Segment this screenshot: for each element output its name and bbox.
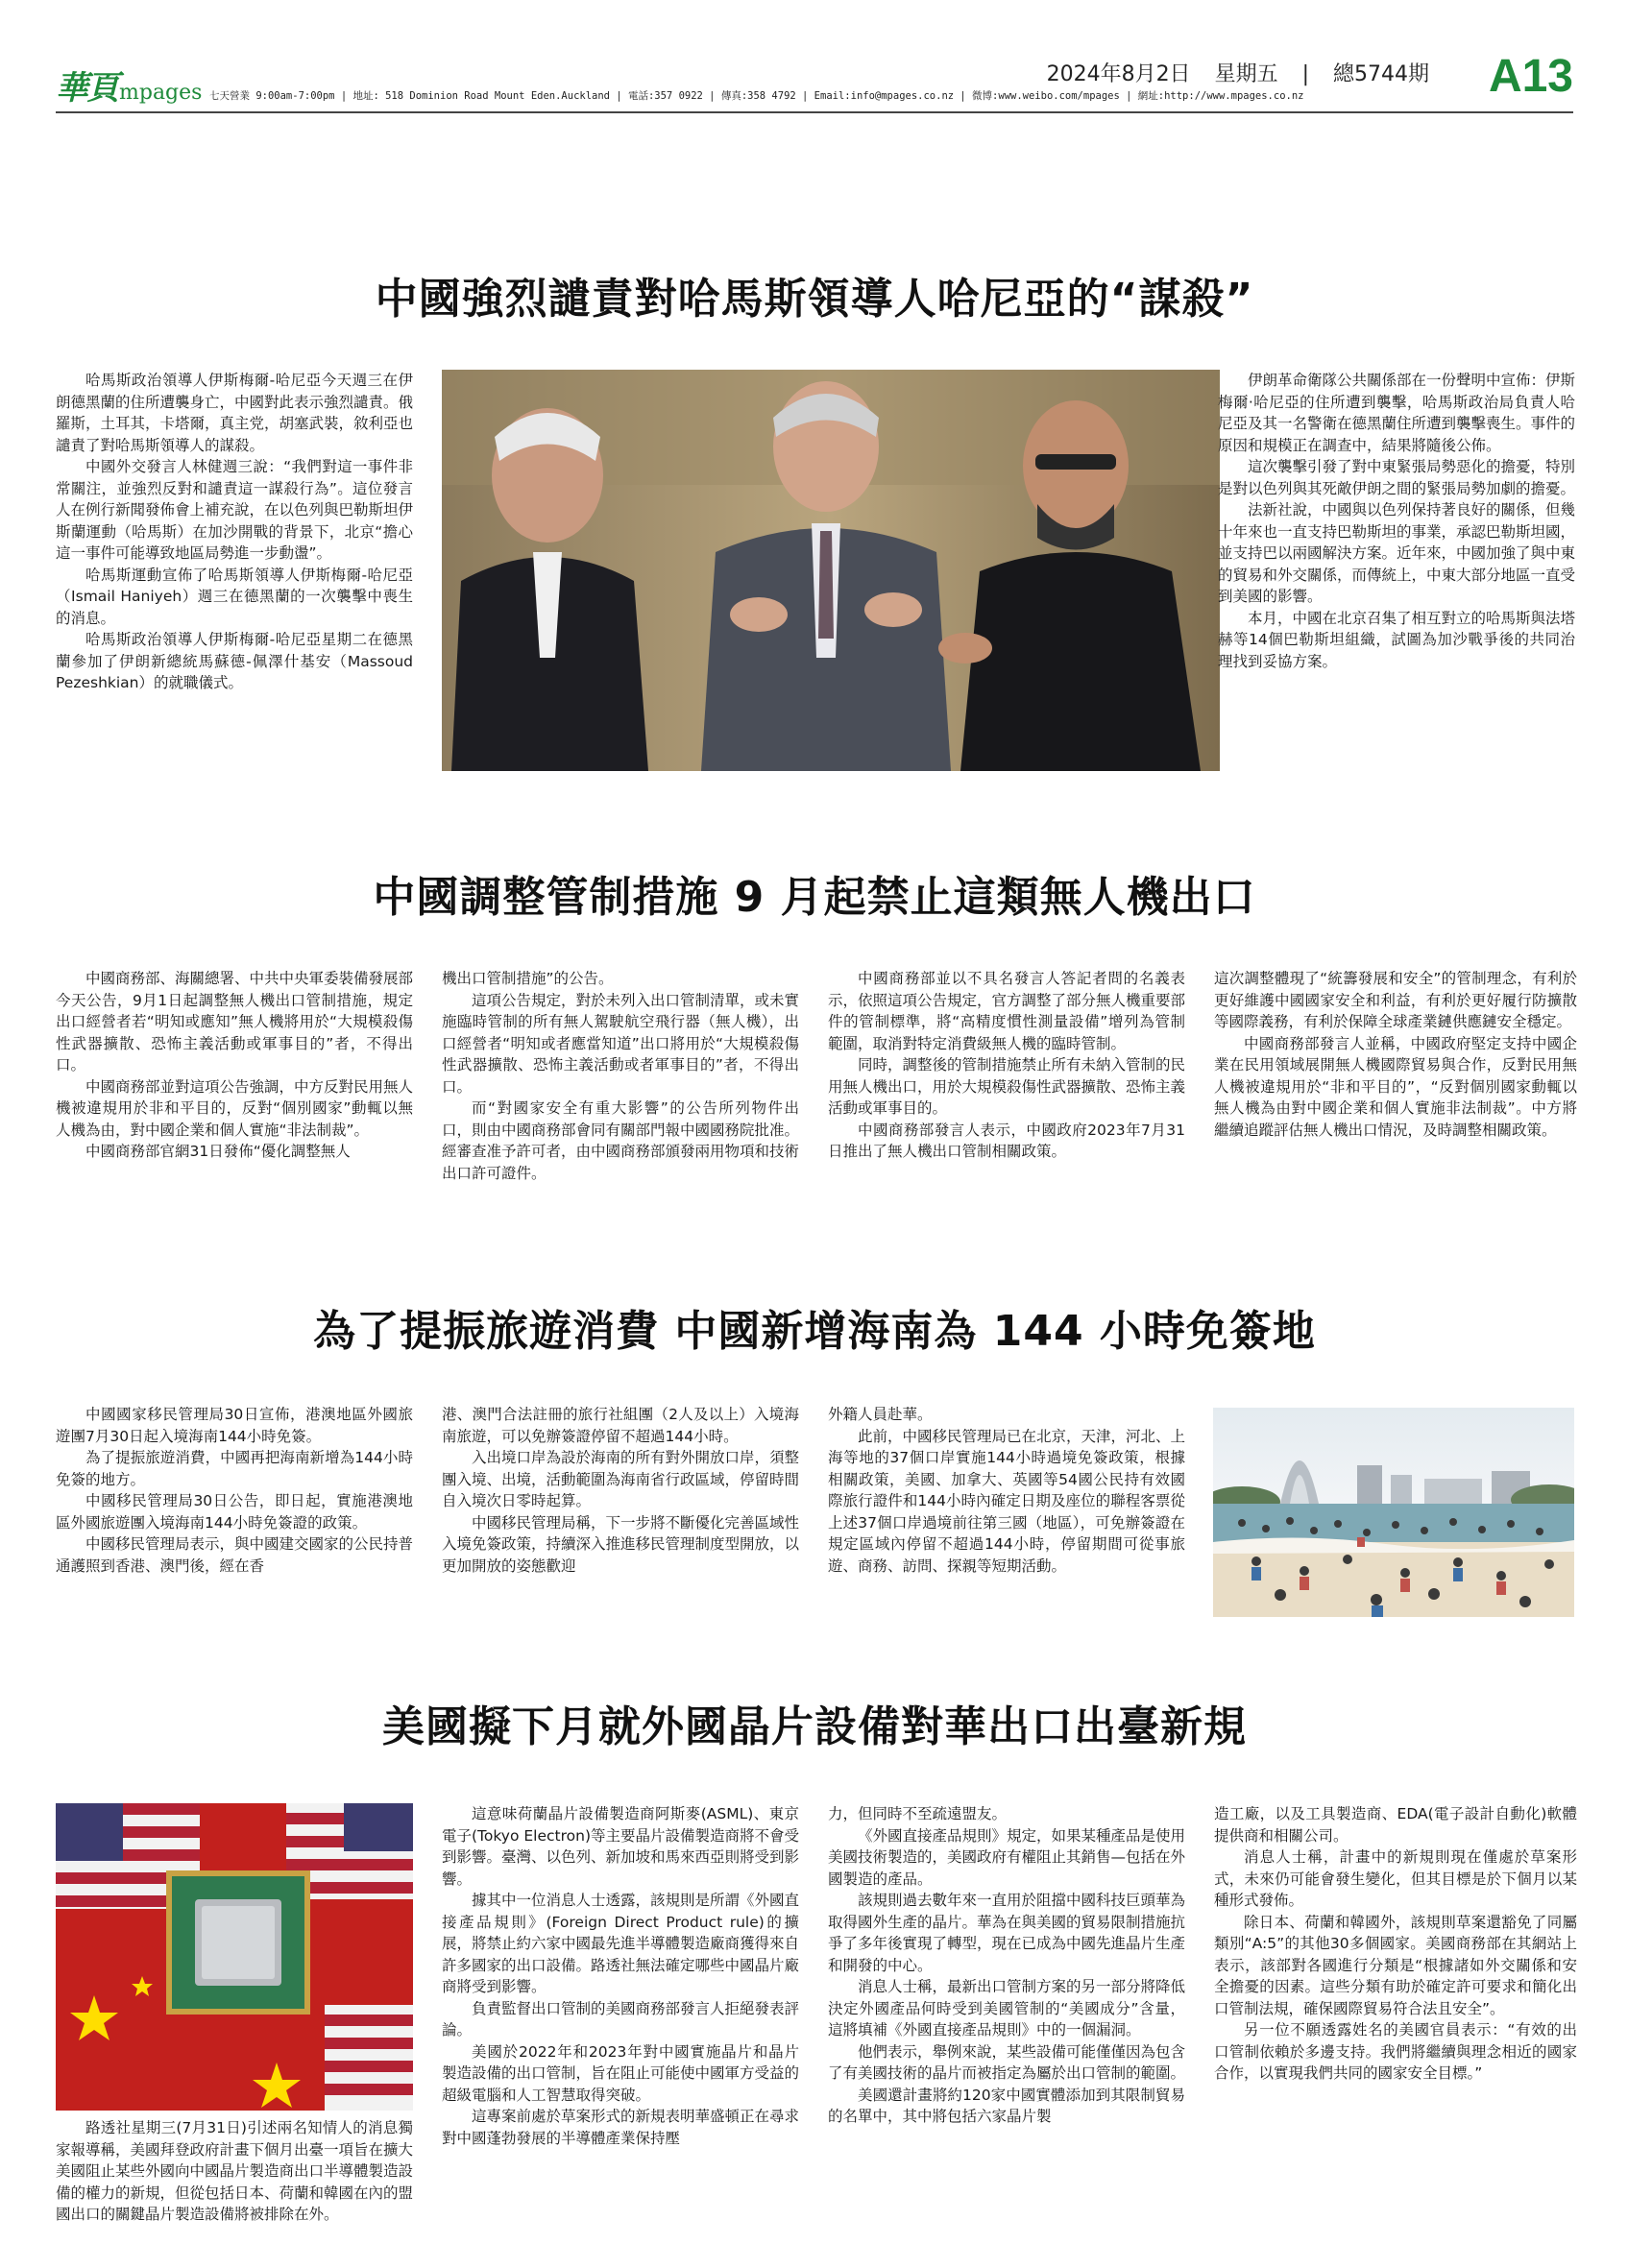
paragraph: 負責監督出口管制的美國商務部發言人拒絕發表評論。 [442,1999,800,2039]
paragraph: 這次調整體現了“統籌發展和安全”的管制理念，有利於更好維護中國國家安全和利益，有利於更好履行防擴散等國際義務，有利於保障全球產業鏈供應鏈安全穩定。 [1214,970,1577,1030]
paragraph: 中國商務部並以不具名發言人答記者問的名義表示，依照這項公告規定，官方調整了部分無人機重要部件的管制標準，將“高精度慣性測量設備”增列為管制範圍，取消對特定消費級無人機的臨時管制。 [828,970,1186,1052]
article-hamas-left-column [56,370,413,694]
paragraph: 據其中一位消息人士透露，該規則是所謂《外國直接產品規則》(Foreign Direct Product rule)的擴展，將禁止約六家中國最先進半導體製造廠商獲得來自許多國家的出口設備。路透社無法確定哪些中國晶片廠商將受到影響。 [442,1892,800,1995]
paragraph: 中國移民管理局30日公告，即日起，實施港澳地區外國旅遊團入境海南144小時免簽證的政策。 [56,1492,413,1532]
paragraph: 造工廠，以及工具製造商、EDA(電子設計自動化)軟體提供商和相關公司。 [1214,1805,1577,1845]
paragraph: 中國商務部官網31日發佈“優化調整無人 [85,1143,351,1160]
paragraph: 此前，中國移民管理局已在北京，天津，河北、上海等地的37個口岸實施144小時過境免簽政策，根據相關政策，美國、加拿大、英國等54國公民持有效國際旅行證件和144小時內確定日期及座位的聯程客票從上述37個口岸過境前往第三國（地區），可免辦簽證在規定區域內停留不超過144小時，停留期間可從事旅遊、商務、訪問、探親等短期活動。 [828,1427,1186,1575]
paragraph: 中國移民管理局稱，下一步將不斷優化完善區域性入境免簽政策，持續深入推進移民管理制度型開放，以更加開放的姿態歡迎 [442,1513,800,1575]
paragraph: 外籍人員赴華。 [828,1406,933,1423]
masthead [56,50,1573,117]
headline-hamas: 中國強烈譴責對哈馬斯領導人哈尼亞的“謀殺” [375,275,1254,324]
paragraph: 這次襲擊引發了對中東緊張局勢惡化的擔憂，特別是對以色列與其死敵伊朗之間的緊張局勢加劇的擔憂。 [1218,458,1576,497]
article-drone-column-4 [1214,968,1577,1141]
issue-date-line [1047,58,1429,87]
paragraph: 除日本、荷蘭和韓國外，該規則草案還豁免了同屬類別“A:5”的其他30多個國家。美國商務部在其網站上表示，該部對各國進行分類是“根據諸如外交關係和安全擔憂的因素。這些分類有助於確定許可要求和簡化出口管制法規，確保國際貿易符合法且安全”。 [1214,1913,1577,2017]
article-hainan-column-3 [828,1404,1185,1577]
paragraph: 這意味荷蘭晶片設備製造商阿斯麥(ASML)、東京電子(Tokyo Electron)等主要晶片設備製造商將不會受到影響。臺灣、以色列、新加坡和馬來西亞則將受到影響。 [442,1805,800,1888]
paragraph: 力，但同時不至疏遠盟友。 [828,1805,1008,1822]
paragraph: 這專案前處於草案形式的新規表明華盛頓正在尋求對中國蓬勃發展的半導體產業保持壓 [442,2108,800,2147]
paragraph: 港、澳門合法註冊的旅行社組團（2人及以上）入境海南旅遊，可以免辦簽證停留不超過144小時。 [442,1406,799,1445]
article-chip-column-1 [56,2117,413,2226]
article-drone-column-2 [442,968,799,1184]
photo-chip-flags [56,1803,413,2111]
paragraph: 中國商務部發言人表示，中國政府2023年7月31日推出了無人機出口管制相關政策。 [828,1121,1185,1160]
article-hainan-column-1 [56,1404,413,1577]
divider: | [1301,62,1309,86]
headline-drone-export: 中國調整管制措施 9 月起禁止這類無人機出口 [373,873,1256,922]
article-hamas-right-column [1218,370,1575,672]
paragraph: 該規則過去數年來一直用於阻擋中國科技巨頭華為取得國外生產的晶片。華為在與美國的貿易限制措施抗爭了多年後實現了轉型，現在已成為中國先進晶片生產和開發的中心。 [828,1892,1186,1974]
issue-number: 總5744期 [1333,62,1429,86]
paragraph: 而“對國家安全有重大影響”的公告所列物件出口，則由中國商務部會同有關部門報中國國務院批准。經審查准予許可者，由中國商務部頒發兩用物項和技術出口許可證件。 [442,1099,800,1182]
issue-weekday: 星期五 [1214,62,1278,86]
article-chip-column-4 [1214,1803,1577,2085]
paragraph: 中國移民管理局表示，與中國建交國家的公民持普通護照到香港、澳門後，經在香 [56,1535,414,1575]
paragraph: 中國商務部、海關總署、中共中央軍委裝備發展部今天公告，9月1日起調整無人機出口管制措施，規定出口經營者若“明知或應知”無人機將用於“大規模殺傷性武器擴散、恐怖主義活動或軍事目的”者，不得出口。 [56,970,414,1074]
paragraph: 消息人士稱，最新出口管制方案的另一部分將降低決定外國產品何時受到美國管制的“美國成分”含量，這將填補《外國直接產品規則》中的一個漏洞。 [828,1978,1186,2039]
article-drone-column-1 [56,968,413,1163]
header-rule [56,111,1573,113]
photo-wang-yi-meeting [442,370,1220,771]
article-hainan-column-2 [442,1404,799,1577]
paragraph: 哈馬斯運動宣佈了哈馬斯領導人伊斯梅爾-哈尼亞（Ismail Haniyeh）週三在德黑蘭的一次襲擊中喪生的消息。 [56,566,413,627]
paragraph: 中國商務部並對這項公告強調，中方反對民用無人機被違規用於非和平目的，反對“個別國家”動輒以無人機為由，對中國企業和個人實施“非法制裁”。 [56,1077,414,1139]
paragraph: 另一位不願透露姓名的美國官員表示：“有效的出口管制依賴於多邊支持。我們將繼續與理念相近的國家合作，以實現我們共同的國家安全目標。” [1214,2021,1577,2082]
issue-date: 2024年8月2日 [1046,62,1191,86]
paragraph: 哈馬斯政治領導人伊斯梅爾-哈尼亞星期二在德黑蘭參加了伊朗新總統馬蘇德-佩澤什基安（Massoud Pezeshkian）的就職儀式。 [56,631,413,691]
paragraph: 法新社說，中國與以色列保持著良好的關係，但幾十年來也一直支持巴勒斯坦的事業，承認巴勒斯坦國，並支持巴以兩國解決方案。近年來，中國加強了與中東的貿易和外交關係，而傳統上，中東大部分地區一直受到美國的影響。 [1218,501,1576,605]
paragraph: 為了提振旅遊消費，中國再把海南新增為144小時免簽的地方。 [56,1449,413,1488]
paragraph: 入出境口岸為設於海南的所有對外開放口岸，須整團入境、出境，活動範圍為海南省行政區域，停留時間自入境次日零時起算。 [442,1449,800,1509]
paragraph: 本月，中國在北京召集了相互對立的哈馬斯與法塔赫等14個巴勒斯坦組織，試圖為加沙戰爭後的共同治理找到妥協方案。 [1218,609,1576,670]
logo-chinese: 華頁 [56,69,117,108]
paragraph: 美國還計畫將約120家中國實體添加到其限制貿易的名單中，其中將包括六家晶片製 [828,2086,1185,2125]
paragraph: 機出口管制措施”的公告。 [442,970,614,987]
paragraph: 美國於2022年和2023年對中國實施晶片和晶片製造設備的出口管制，旨在阻止可能使中國軍方受益的超級電腦和人工智慧取得突破。 [442,2042,800,2104]
paragraph: 中國商務部發言人並稱，中國政府堅定支持中國企業在民用領域展開無人機國際貿易與合作，反對民用無人機被違規用於“非和平目的”，“反對個別國家動輒以無人機為由對中國企業和個人實施非法制裁”。中方將繼續追蹤評估無人機出口情況，及時調整相關政策。 [1214,1034,1577,1139]
headline-hainan-visa: 為了提振旅遊消費 中國新增海南為 144 小時免簽地 [313,1307,1316,1356]
paragraph: 路透社星期三(7月31日)引述兩名知情人的消息獨家報導稱，美國拜登政府計畫下個月出臺一項旨在擴大美國阻止某些外國向中國晶片製造商出口半導體製造設備的權力的新規，但從包括日本、荷蘭和韓國在內的盟國出口的關鍵晶片製造設備將被排除在外。 [56,2119,414,2223]
paragraph: 他們表示，舉例來說，某些設備可能僅僅因為包含了有美國技術的晶片而被指定為屬於出口管制的範圍。 [828,2042,1186,2082]
paragraph: 哈馬斯政治領導人伊斯梅爾-哈尼亞今天週三在伊朗德黑蘭的住所遭襲身亡，中國對此表示強烈譴責。俄羅斯，土耳其，卡塔爾，真主党，胡塞武裝，敘利亞也譴責了對哈馬斯領導人的謀殺。 [56,372,414,454]
article-chip-column-3 [828,1803,1185,2128]
newspaper-logo [56,61,202,109]
article-chip-column-2 [442,1803,799,2149]
logo-english: mpages [119,81,203,105]
paragraph: 消息人士稱，計畫中的新規則現在僅處於草案形式，未來仍可能會發生變化，但其目標是於下個月以某種形式發佈。 [1214,1848,1577,1909]
photo-hainan-beach [1213,1408,1574,1617]
contact-info-line: 七天營業 9:00am-7:00pm | 地址: 518 Dominion Road Mount Eden.Auckland | 電話:357 0922 | 傳真:358 4792 | Email:info@mpages.co.nz | 微博:www.weibo.com/mpages | 網址:http://www.mpages.co.nz [209,90,1304,102]
paragraph: 同時，調整後的管制措施禁止所有未納入管制的民用無人機出口，用於大規模殺傷性武器擴散、恐怖主義活動或軍事目的。 [828,1056,1186,1117]
article-drone-column-3 [828,968,1185,1163]
paragraph: 這項公告規定，對於未列入出口管制清單，或未實施臨時管制的所有無人駕駛航空飛行器（無人機），出口經營者“明知或者應當知道”出口將用於“大規模殺傷性武器擴散、恐怖主義活動或者軍事目的”者，不得出口。 [442,991,800,1096]
page-number: A13 [1488,51,1573,102]
paragraph: 中國國家移民管理局30日宣佈，港澳地區外國旅遊團7月30日起入境海南144小時免簽。 [56,1406,413,1445]
headline-chip-export: 美國擬下月就外國晶片設備對華出口出臺新規 [382,1702,1247,1751]
paragraph: 《外國直接產品規則》規定，如果某種產品是使用美國技術製造的，美國政府有權阻止其銷售—包括在外國製造的產品。 [828,1826,1186,1888]
paragraph: 中國外交發言人林健週三說：“我們對這一事件非常關注，並強烈反對和譴責這一謀殺行為”。這位發言人在例行新聞發佈會上補充說，在以色列與巴勒斯坦伊斯蘭運動（哈馬斯）在加沙開戰的背景下，北京“擔心這一事件可能導致地區局勢進一步動盪”。 [56,458,414,562]
paragraph: 伊朗革命衛隊公共關係部在一份聲明中宣佈：伊斯梅爾·哈尼亞的住所遭到襲擊，哈馬斯政治局負責人哈尼亞及其一名警衛在德黑蘭住所遭到襲擊喪生。事件的原因和規模正在調查中，結果將隨後公佈。 [1218,372,1576,454]
